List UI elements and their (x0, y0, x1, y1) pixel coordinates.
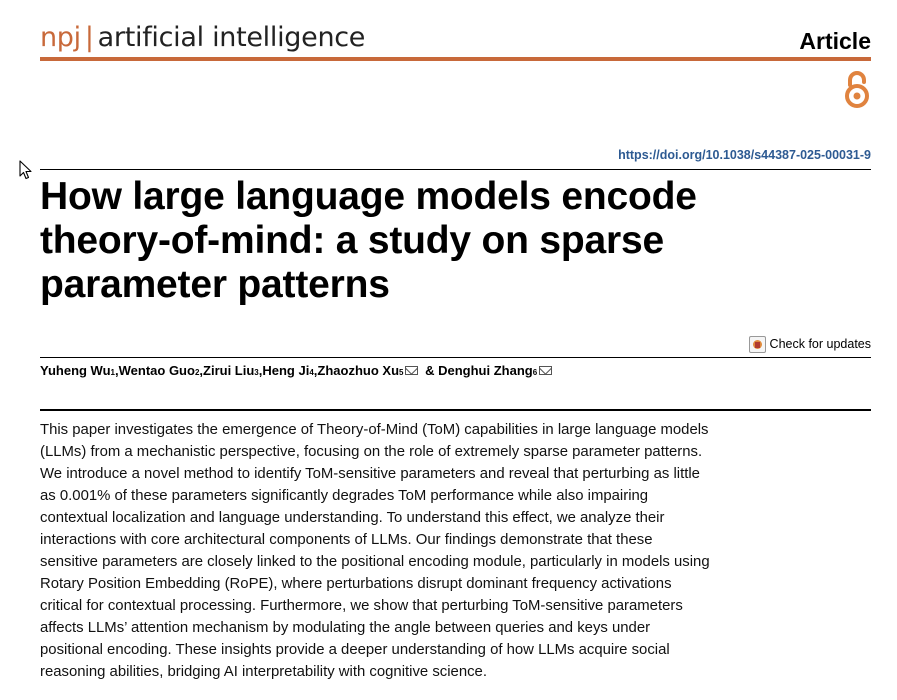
abstract-line: sensitive parameters are closely linked to the positional encoding module, particularly in models using (40, 554, 710, 570)
journal-name[interactable] (40, 22, 365, 53)
doi-rule (40, 169, 871, 170)
author-name[interactable]: Heng Ji (262, 363, 310, 378)
author-separator: & (421, 363, 439, 378)
title-line: How large language models encode (40, 175, 697, 218)
abstract-line: critical for contextual processing. Furthermore, we show that perturbing ToM-sensitive parameters (40, 598, 683, 614)
author-name[interactable]: Zhaozhuo Xu (317, 363, 400, 378)
author-name[interactable]: Yuheng Wu (40, 363, 111, 378)
abstract-line: contextual localization and language understanding. To understand this effect, we analyze their (40, 510, 665, 526)
journal-header (40, 22, 871, 58)
open-access-lock-icon[interactable] (843, 70, 871, 108)
abstract-line: We introduce a novel method to identify ToM-sensitive parameters and reveal that perturbing as little (40, 466, 700, 482)
crossmark-icon (749, 336, 766, 353)
email-icon[interactable] (539, 366, 552, 375)
journal-title: artificial intelligence (97, 22, 366, 53)
author-name[interactable]: Wentao Guo (118, 363, 195, 378)
article-type-label: Article (799, 28, 871, 54)
abstract-line: This paper investigates the emergence of Theory-of-Mind (ToM) capabilities in large language models (40, 422, 709, 438)
email-icon[interactable] (405, 366, 418, 375)
doi-link[interactable]: https://doi.org/10.1038/s44387-025-00031-9 (618, 148, 871, 162)
abstract-line: (LLMs) from a mechanistic perspective, focusing on the role of extremely sparse parameter patterns. (40, 444, 703, 460)
check-for-updates-label: Check for updates (769, 337, 871, 351)
journal-separator: | (84, 22, 94, 53)
author-separator: , (258, 363, 263, 378)
article-title (40, 175, 840, 307)
author-separator: , (313, 363, 318, 378)
abstract-line: interactions with core architectural components of LLMs. Our findings demonstrate that these (40, 532, 653, 548)
title-line: parameter patterns (40, 263, 390, 306)
author-name[interactable]: Denghui Zhang (438, 363, 533, 378)
author-separator: , (199, 363, 204, 378)
check-for-updates-button[interactable] (749, 335, 871, 353)
mouse-cursor-icon (19, 160, 33, 180)
abstract-line: positional encoding. These insights provide a deeper understanding of how LLMs acquire social (40, 642, 670, 658)
author-name[interactable]: Zirui Liu (203, 363, 255, 378)
abstract-line: Rotary Position Embedding (RoPE), where perturbations disrupt dominant frequency activations (40, 576, 672, 592)
header-rule (40, 57, 871, 61)
abstract (40, 419, 740, 683)
title-line: theory-of-mind: a study on sparse (40, 219, 664, 262)
abstract-line: as 0.001% of these parameters significantly degrades ToM performance while also impairing (40, 488, 649, 504)
abstract-line: affects LLMs’ attention mechanism by modulating the angle between queries and keys under (40, 620, 651, 636)
abstract-top-rule (40, 409, 871, 411)
author-list: Yuheng Wu 1 , Wentao Guo 2 , Zirui Liu 3 , Heng Ji 4 , Zhaozhuo Xu 5 & Denghui Zhang 6 (40, 363, 555, 378)
authors-top-rule (40, 357, 871, 358)
author-separator: , (115, 363, 119, 378)
journal-prefix: npj (40, 22, 81, 53)
abstract-line: reasoning abilities, bridging AI interpretability with cognitive science. (40, 664, 487, 680)
